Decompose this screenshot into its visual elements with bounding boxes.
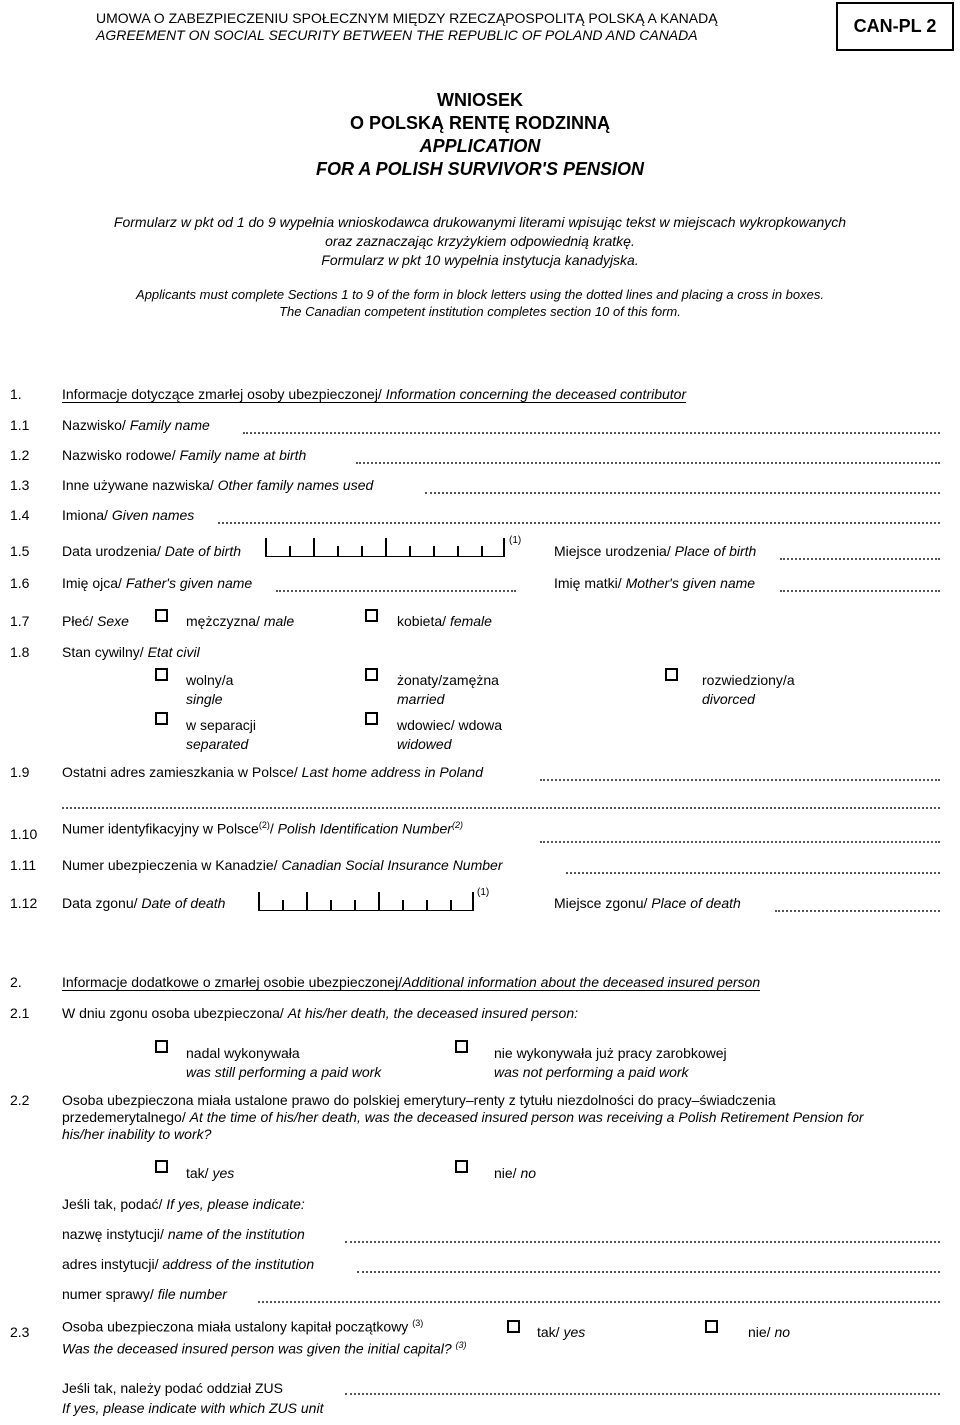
not-working-label: nie wykonywała już pracy zarobkowej was not performing a paid work — [494, 1045, 727, 1080]
dob-input[interactable] — [265, 538, 505, 557]
capital-yes-label: tak/ yes — [537, 1324, 586, 1340]
field-num: 2.3 — [10, 1324, 30, 1340]
birth-name-label: Nazwisko rodowe/ Family name at birth — [62, 447, 307, 463]
field-num: 1.3 — [10, 477, 30, 493]
mother-name-input[interactable] — [780, 590, 940, 592]
institution-name-input[interactable] — [345, 1241, 940, 1243]
form-code-badge: CAN-PL 2 — [836, 2, 954, 51]
field-num: 1.8 — [10, 644, 30, 660]
field-num: 1.12 — [10, 895, 38, 911]
footnote-ref: (1) — [509, 535, 522, 546]
death-date-input[interactable] — [258, 892, 474, 911]
widowed-checkbox[interactable] — [365, 712, 378, 725]
instr-pl-1: Formularz w pkt od 1 do 9 wypełnia wnioskodawca drukowanymi literami wpisując tekst w miejscach wykropkowanych — [113, 214, 847, 230]
field-num: 1.4 — [10, 507, 30, 523]
father-name-input[interactable] — [276, 590, 516, 592]
doc-title-line1: WNIOSEK — [436, 90, 523, 110]
initial-capital-question-pl: Osoba ubezpieczona miała ustalony kapitał początkowy $^{(3)}$ — [62, 1318, 424, 1335]
header-title-pl: UMOWA O ZABEZPIECZENIU SPOŁECZNYM MIĘDZY RZECZĄPOSPOLITĄ POLSKĄ A KANADĄ — [96, 10, 718, 26]
sin-label: Numer ubezpieczenia w Kanadzie/ Canadian Social Insurance Number — [62, 857, 503, 873]
still-working-label: nadal wykonywała was still performing a paid work — [186, 1045, 382, 1080]
birth-name-input[interactable] — [356, 462, 940, 464]
field-num: 1.1 — [10, 417, 30, 433]
section2-title: Informacje dodatkowe o zmarłej osobie ubezpieczonej/Additional information about the deceased insured person — [62, 974, 761, 990]
initial-capital-question-en: Was the deceased insured person was given the initial capital? $^{(3)}$ — [62, 1340, 467, 1357]
sex-label: Płeć/ Sexe — [62, 613, 129, 629]
other-names-input[interactable] — [425, 492, 940, 494]
male-checkbox[interactable] — [155, 609, 168, 622]
divorced-label: rozwiedziony/a divorced — [702, 672, 795, 707]
pension-no-label: nie/ no — [494, 1165, 537, 1181]
still-working-checkbox[interactable] — [155, 1040, 168, 1053]
doc-title-line3: APPLICATION — [419, 136, 541, 156]
file-number-input[interactable] — [258, 1301, 940, 1303]
instr-en-1: Applicants must complete Sections 1 to 9 of the form in block letters using the dotted lines and placing a cross in boxes. — [136, 287, 824, 302]
doc-title-line4: FOR A POLISH SURVIVOR'S PENSION — [316, 159, 644, 179]
civil-status-label: Stan cywilny/ Etat civil — [62, 644, 200, 660]
widowed-label: wdowiec/ wdowa widowed — [397, 717, 503, 752]
instr-pl-3: Formularz w pkt 10 wypełnia instytucja kanadyjska. — [321, 252, 639, 268]
capital-yes-checkbox[interactable] — [507, 1320, 520, 1333]
instr-pl-2: oraz zaznaczając krzyżykiem odpowiednią kratkę. — [325, 233, 635, 249]
work-status-question: W dniu zgonu osoba ubezpieczona/ At his/her death, the deceased insured person: — [62, 1005, 579, 1021]
field-num: 1.5 — [10, 543, 30, 559]
father-name-label: Imię ojca/ Father's given name — [62, 575, 253, 591]
birthplace-input[interactable] — [780, 558, 940, 560]
given-names-input[interactable] — [218, 522, 940, 524]
divorced-checkbox[interactable] — [665, 668, 678, 681]
field-num: 1.2 — [10, 447, 30, 463]
pension-question: Osoba ubezpieczona miała ustalone prawo do polskiej emerytury–renty z tytułu niezdolności do pracy–świadczenia przedemerytalnego/ At the time of his/her death, was the deceased insured person was receiving a Polish Retirement Pension for his/her inability to work? — [62, 1092, 864, 1142]
pension-no-checkbox[interactable] — [455, 1160, 468, 1173]
section1-num: 1. — [10, 386, 22, 402]
header-title-en: AGREEMENT ON SOCIAL SECURITY BETWEEN THE REPUBLIC OF POLAND AND CANADA — [96, 27, 698, 43]
polish-id-input[interactable] — [540, 841, 940, 843]
institution-address-input[interactable] — [357, 1271, 940, 1273]
field-num: 2.2 — [10, 1092, 30, 1108]
doc-title-line2: O POLSKĄ RENTĘ RODZINNĄ — [349, 113, 610, 133]
if-yes-label: Jeśli tak, podać/ If yes, please indicate: — [62, 1196, 305, 1212]
institution-address-label: adres instytucji/ address of the institution — [62, 1256, 315, 1272]
section1-title: Informacje dotyczące zmarłej osoby ubezpieczonej/ Information concerning the deceased contributor — [62, 386, 687, 402]
instructions-pl — [0, 213, 960, 270]
death-place-input[interactable] — [775, 910, 940, 912]
doc-title — [0, 89, 960, 181]
death-date-label: Data zgonu/ Date of death — [62, 895, 226, 911]
female-checkbox[interactable] — [365, 609, 378, 622]
female-label: kobieta/ female — [397, 613, 492, 629]
single-checkbox[interactable] — [155, 668, 168, 681]
not-working-checkbox[interactable] — [455, 1040, 468, 1053]
married-checkbox[interactable] — [365, 668, 378, 681]
polish-id-label: Numer identyfikacyjny w Polsce$^{(2)}$/ Polish Identification Number$^{(2)}$ — [62, 820, 463, 837]
male-label: mężczyzna/ male — [186, 613, 295, 629]
dob-label: Data urodzenia/ Date of birth — [62, 543, 241, 559]
zus-unit-label: Jeśli tak, należy podać oddział ZUS If yes, please indicate with which ZUS unit — [62, 1380, 324, 1416]
separated-checkbox[interactable] — [155, 712, 168, 725]
death-place-label: Miejsce zgonu/ Place of death — [554, 895, 741, 911]
instr-en-2: The Canadian competent institution completes section 10 of this form. — [279, 304, 681, 319]
institution-name-label: nazwę instytucji/ name of the institution — [62, 1226, 305, 1242]
section2-num: 2. — [10, 974, 22, 990]
file-number-label: numer sprawy/ file number — [62, 1286, 227, 1302]
single-label: wolny/a single — [186, 672, 234, 707]
last-address-input-line2[interactable] — [62, 807, 940, 809]
other-names-label: Inne używane nazwiska/ Other family names used — [62, 477, 374, 493]
birthplace-label: Miejsce urodzenia/ Place of birth — [554, 543, 757, 559]
field-num: 1.10 — [10, 826, 38, 842]
pension-yes-checkbox[interactable] — [155, 1160, 168, 1173]
family-name-label: Nazwisko/ Family name — [62, 417, 210, 433]
field-num: 1.7 — [10, 613, 30, 629]
zus-unit-input[interactable] — [345, 1393, 940, 1395]
field-num: 1.9 — [10, 764, 30, 780]
capital-no-checkbox[interactable] — [705, 1320, 718, 1333]
field-num: 1.11 — [10, 857, 37, 873]
pension-yes-label: tak/ yes — [186, 1165, 235, 1181]
mother-name-label: Imię matki/ Mother's given name — [554, 575, 756, 591]
sin-input[interactable] — [566, 872, 940, 874]
last-address-input[interactable] — [540, 779, 940, 781]
last-address-label: Ostatni adres zamieszkania w Polsce/ Last home address in Poland — [62, 764, 483, 780]
instructions-en — [0, 286, 960, 320]
married-label: żonaty/zamężna married — [397, 672, 499, 707]
field-num: 2.1 — [10, 1005, 30, 1021]
family-name-input[interactable] — [243, 432, 940, 434]
field-num: 1.6 — [10, 575, 30, 591]
separated-label: w separacji separated — [186, 717, 257, 752]
capital-no-label: nie/ no — [748, 1324, 791, 1340]
given-names-label: Imiona/ Given names — [62, 507, 195, 523]
footnote-ref: (1) — [477, 887, 490, 898]
